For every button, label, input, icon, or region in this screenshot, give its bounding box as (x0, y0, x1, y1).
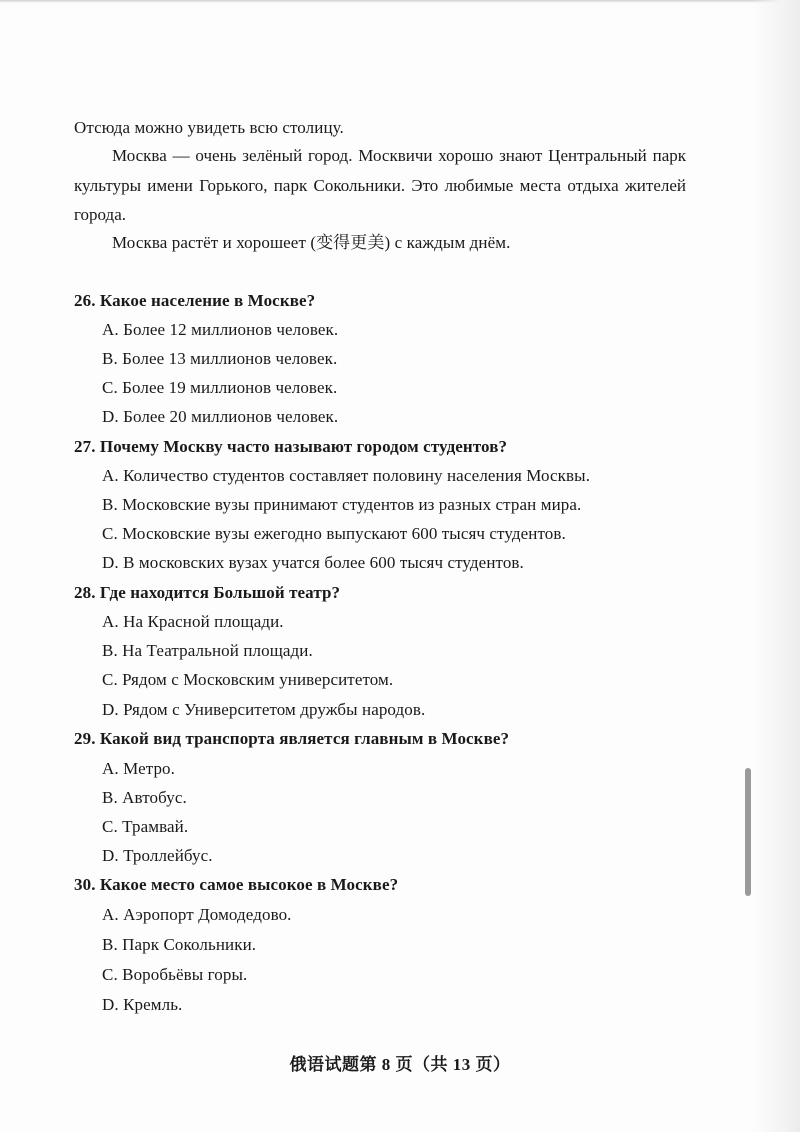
question-28-option-c: C. Рядом с Московским университетом. (102, 670, 394, 689)
passage-paragraph-3: Москва растёт и хорошеет (变得更美) с каждым днём. (112, 233, 511, 252)
question-28-option-b: B. На Театральной площади. (102, 641, 313, 660)
passage-line-1: Отсюда можно увидеть всю столицу. (74, 118, 344, 137)
question-26-option-b: B. Более 13 миллионов человек. (102, 349, 338, 368)
question-28-option-a: A. На Красной площади. (102, 612, 284, 631)
question-27-option-c: C. Московские вузы ежегодно выпускают 600 тысяч студентов. (102, 524, 566, 543)
question-26-option-a: A. Более 12 миллионов человек. (102, 320, 339, 339)
question-29-option-b: B. Автобус. (102, 788, 187, 807)
question-27: 27. Почему Москву часто называют городом студентов? (74, 437, 508, 456)
question-26: 26. Какое население в Москве? (74, 291, 316, 310)
scan-right-edge (752, 0, 800, 1132)
question-30-option-b: B. Парк Сокольники. (102, 935, 257, 954)
passage-paragraph-2: Москва — очень зелёный город. Москвичи хорошо знают Центральный парк культуры имени Горького, парк Сокольники. Это любимые места отдыха жителей города. (74, 146, 686, 224)
question-27-option-b: B. Московские вузы принимают студентов из разных стран мира. (102, 495, 582, 514)
scan-top-edge (0, 0, 800, 3)
question-29-option-a: A. Метро. (102, 759, 176, 778)
question-30-option-a: A. Аэропорт Домодедово. (102, 905, 292, 924)
scrollbar-thumb[interactable] (745, 768, 751, 896)
question-29-option-c: C. Трамвай. (102, 817, 189, 836)
question-27-option-a: A. Количество студентов составляет половину населения Москвы. (102, 466, 591, 485)
question-26-option-c: C. Более 19 миллионов человек. (102, 378, 338, 397)
question-27-option-d: D. В московских вузах учатся более 600 тысяч студентов. (102, 553, 524, 572)
question-30-option-d: D. Кремль. (102, 995, 183, 1014)
question-29-option-d: D. Троллейбус. (102, 846, 213, 865)
question-30: 30. Какое место самое высокое в Москве? (74, 875, 399, 894)
question-29: 29. Какой вид транспорта является главным в Москве? (74, 729, 510, 748)
question-28-option-d: D. Рядом с Университетом дружбы народов. (102, 700, 426, 719)
question-28: 28. Где находится Большой театр? (74, 583, 341, 602)
page-footer: 俄语试题第 8 页（共 13 页） (289, 1055, 511, 1074)
question-26-option-d: D. Более 20 миллионов человек. (102, 407, 339, 426)
question-30-option-c: C. Воробьёвы горы. (102, 965, 248, 984)
